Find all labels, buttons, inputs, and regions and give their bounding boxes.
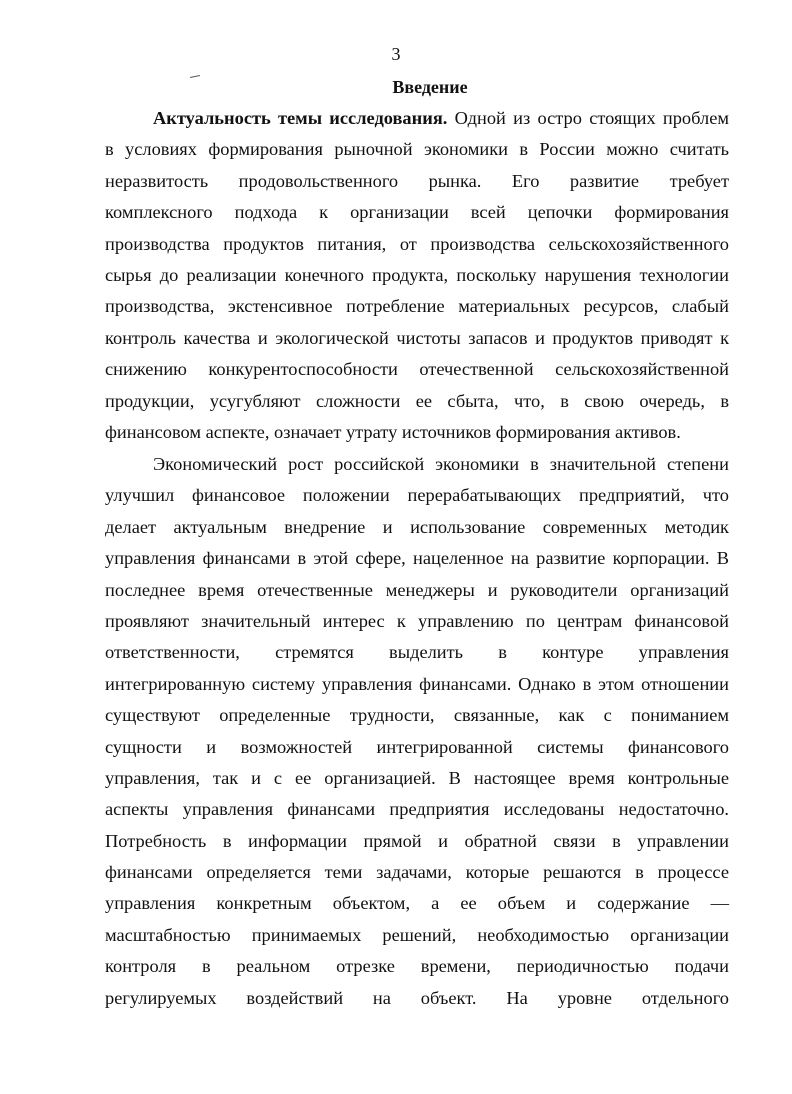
text-line: ответственности, стремятся выделить в контуре управления — [105, 642, 729, 663]
text-line: масштабностью принимаемых решений, необходимостью организации — [105, 924, 729, 945]
text-line: существуют определенные трудности, связанные, как с пониманием — [105, 705, 729, 726]
paragraph-relevance — [105, 103, 729, 448]
paragraph-economic-growth — [105, 449, 729, 1014]
text-line: в условиях формирования рыночной экономики в России можно считать — [105, 139, 729, 160]
text-line: проявляют значительный интерес к управлению по центрам финансовой — [105, 610, 729, 631]
text-line: аспекты управления финансами предприятия исследованы недостаточно. — [105, 799, 729, 820]
text-line: неразвитость продовольственного рынка. Его развитие требует — [105, 170, 729, 191]
text-line: снижению конкурентоспособности отечественной сельскохозяйственной — [105, 359, 729, 380]
text-line: управления финансами в этой сфере, нацеленное на развитие корпорации. В — [105, 548, 729, 569]
section-heading: Введение — [392, 77, 468, 97]
text-line: регулируемых воздействий на объект. На уровне отдельного — [105, 987, 729, 1008]
text-line: контроль качества и экологической чистоты запасов и продуктов приводят к — [105, 327, 729, 348]
text-line: Потребность в информации прямой и обратной связи в управлении — [105, 830, 729, 851]
text-line: управления конкретным объектом, а ее объем и содержание — — [105, 893, 729, 914]
text-line-rest: Одной из остро стоящих проблем — [447, 108, 730, 128]
text-line: Экономический рост российской экономики в значительной степени — [153, 454, 729, 474]
text-line: делает актуальным внедрение и использование современных методик — [105, 516, 729, 537]
text-line: продукции, усугубляют сложности ее сбыта, что, в свою очередь, в — [105, 390, 729, 411]
text-line — [105, 103, 729, 134]
text-line: финансами определяется теми задачами, которые решаются в процессе — [105, 862, 729, 883]
text-line: производства продуктов питания, от производства сельскохозяйственного — [105, 233, 729, 254]
text-line: улучшил финансовое положении перерабатывающих предприятий, что — [105, 485, 729, 506]
page-number: 3 — [391, 44, 401, 64]
text-line: сущности и возможностей интегрированной системы финансового — [105, 736, 729, 757]
text-line: производства, экстенсивное потребление материальных ресурсов, слабый — [105, 296, 729, 317]
text-line: комплексного подхода к организации всей цепочки формирования — [105, 202, 729, 223]
text-line: интегрированную систему управления финансами. Однако в этом отношении — [105, 673, 729, 694]
text-line: контроля в реальном отрезке времени, периодичностью подачи — [105, 956, 729, 977]
text-line: финансовом аспекте, означает утрату источников формирования активов. — [105, 421, 681, 442]
text-line: сырья до реализации конечного продукта, поскольку нарушения технологии — [105, 264, 729, 285]
bold-lead-phrase: Актуальность темы исследования. — [153, 108, 448, 128]
text-line: управления, так и с ее организацией. В настоящее время контрольные — [105, 767, 729, 788]
text-line: последнее время отечественные менеджеры и руководители организаций — [105, 579, 729, 600]
